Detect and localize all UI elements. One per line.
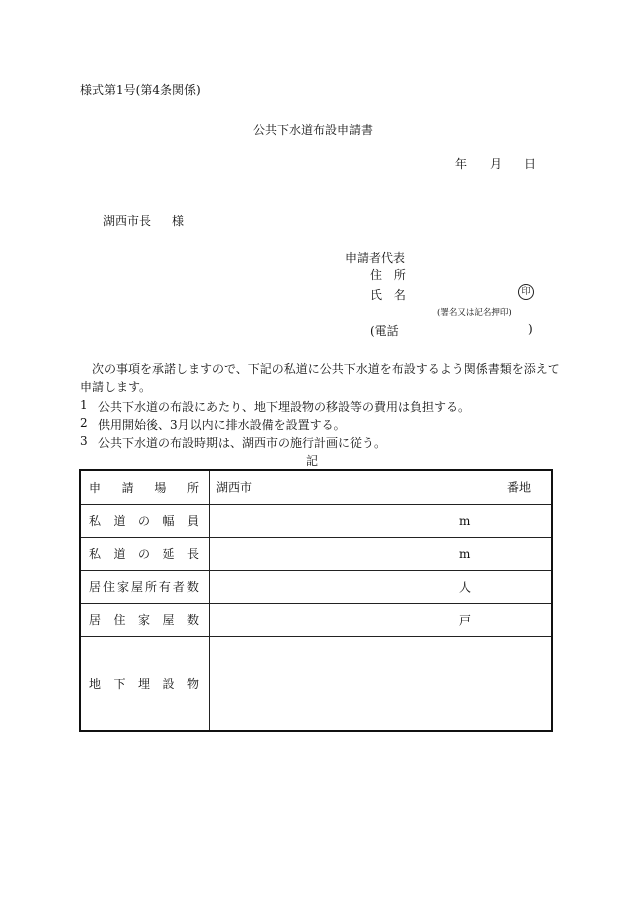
city-name: 湖西市 [216, 480, 253, 495]
intro-line-1: 次の事項を承諾しますので、下記の私道に公共下水道を布設するよう関係書類を添えて [92, 362, 560, 376]
table-row-location [80, 470, 552, 504]
label-char: の [137, 547, 150, 561]
date-month-label: 月 [490, 157, 503, 171]
label-char: 物 [186, 676, 199, 691]
table-row-road-length [80, 537, 552, 570]
house-count-value-cell[interactable] [210, 603, 553, 636]
intro-line-2: 申請します。 [80, 380, 152, 394]
seal-note: (署名又は記名押印) [437, 308, 512, 318]
owner-count-value-cell[interactable] [210, 570, 553, 603]
label-char: 道 [113, 514, 126, 528]
label-char: 埋 [137, 676, 150, 691]
location-value-cell[interactable] [210, 470, 553, 504]
unit-house: 戸 [459, 613, 472, 627]
label-char: 私 [89, 514, 102, 528]
label-char: 請 [121, 480, 134, 495]
label-char: 居 [89, 613, 102, 627]
name-label: 氏 名 [370, 288, 410, 302]
item-3-number: 3 [80, 434, 88, 448]
label-cell [80, 537, 210, 570]
table-row-house-count [80, 603, 552, 636]
item-1-number: 1 [80, 398, 88, 412]
label-cell [80, 603, 210, 636]
item-2-text: 供用開始後、3月以内に排水設備を設置する。 [98, 418, 346, 432]
label-char: 数 [186, 613, 199, 627]
label-char: 員 [186, 514, 199, 528]
label-cell [80, 504, 210, 537]
label-char: 所 [186, 480, 199, 495]
addressee-name: 湖西市長 [103, 214, 152, 228]
label-char: 幅 [162, 514, 175, 528]
unit-meter: m [459, 513, 471, 528]
label-char: 地 [89, 676, 102, 691]
addressee-honorific: 様 [172, 214, 185, 228]
label-char: 屋 [162, 613, 175, 627]
road-width-value-cell[interactable] [210, 504, 553, 537]
label-char: 下 [113, 676, 126, 691]
applicant-heading: 申請者代表 [345, 251, 406, 265]
banchi-label: 番地 [507, 480, 532, 495]
date-day-label: 日 [524, 157, 537, 171]
label-char: 道 [113, 547, 126, 561]
ki-heading: 記 [306, 454, 319, 468]
item-2-number: 2 [80, 416, 88, 430]
seal-mark: 印 [518, 284, 534, 300]
label-cell [80, 570, 210, 603]
label-char: 者 [172, 580, 185, 594]
label-char: 数 [186, 580, 199, 594]
label-cell [80, 636, 210, 731]
label-char: 延 [162, 547, 175, 561]
document-title: 公共下水道布設申請書 [253, 123, 374, 137]
table-row-owner-count [80, 570, 552, 603]
label-cell [80, 470, 210, 504]
label-char: 居 [89, 580, 102, 594]
application-table [79, 469, 553, 732]
label-char: 所 [144, 580, 157, 594]
form-number: 様式第1号(第4条関係) [80, 83, 201, 97]
phone-close: ) [528, 322, 533, 336]
item-1-text: 公共下水道の布設にあたり、地下埋設物の移設等の費用は負担する。 [98, 400, 471, 414]
label-char: 申 [89, 480, 102, 495]
unit-person: 人 [459, 580, 472, 594]
label-char: 長 [186, 547, 199, 561]
label-char: 設 [162, 676, 175, 691]
table-row-road-width [80, 504, 552, 537]
date-year-label: 年 [455, 157, 468, 171]
label-char: の [137, 514, 150, 528]
label-char: 私 [89, 547, 102, 561]
label-char: 住 [113, 613, 126, 627]
label-char: 場 [154, 480, 167, 495]
table-row-underground-objects [80, 636, 552, 731]
label-char: 住 [102, 580, 115, 594]
label-char: 家 [137, 613, 150, 627]
phone-label: (電話 [370, 324, 399, 338]
label-char: 有 [158, 580, 171, 594]
road-length-value-cell[interactable] [210, 537, 553, 570]
label-char: 屋 [130, 580, 143, 594]
underground-objects-value-cell[interactable] [210, 636, 553, 731]
label-char: 家 [116, 580, 129, 594]
unit-meter: m [459, 546, 471, 561]
item-3-text: 公共下水道の布設時期は、湖西市の施行計画に従う。 [98, 436, 387, 450]
address-label: 住 所 [370, 268, 410, 282]
